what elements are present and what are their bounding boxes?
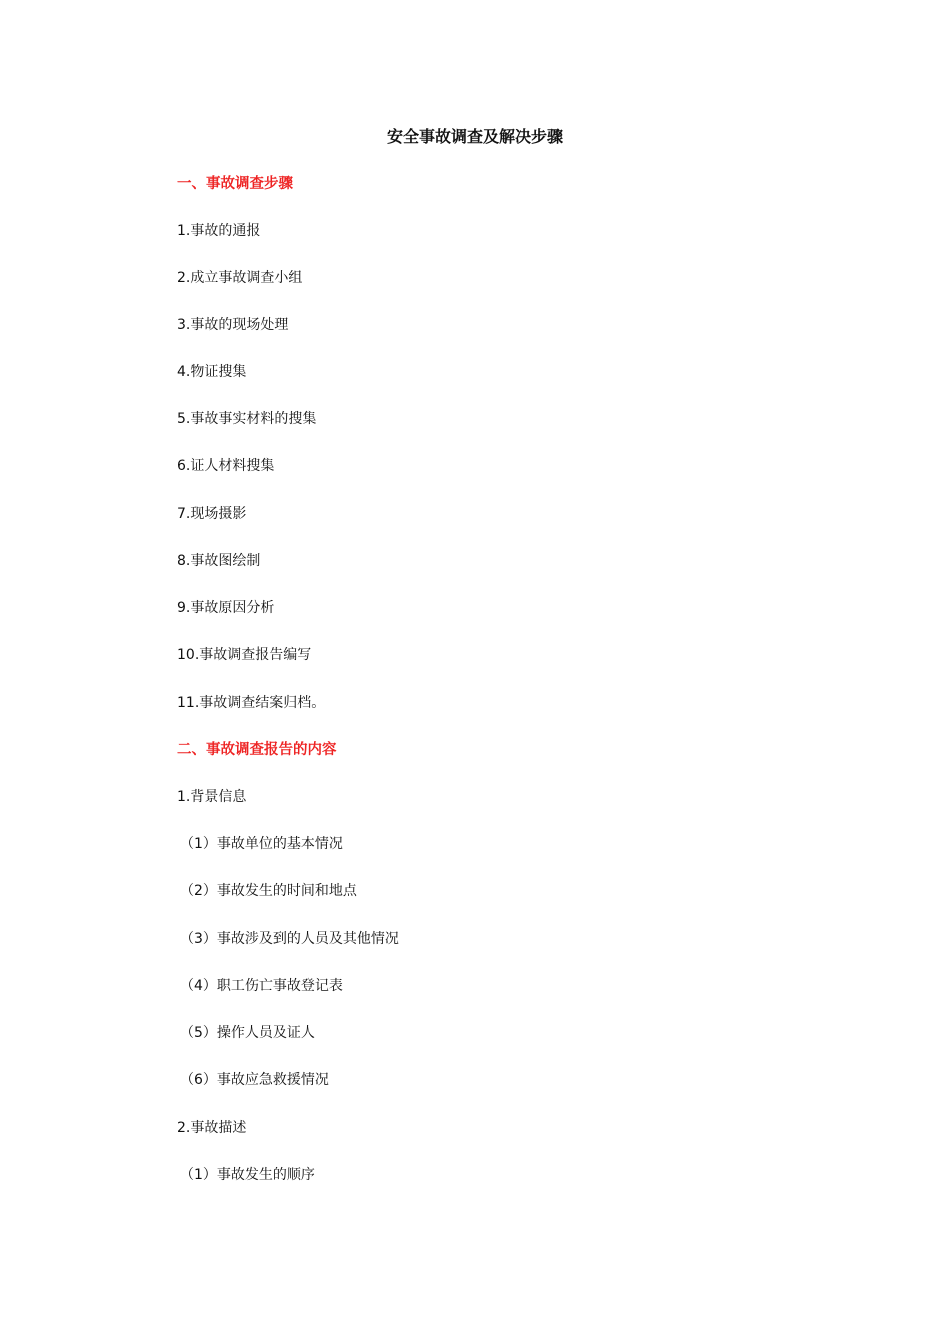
list-item: 2.事故描述 <box>177 1120 247 1136</box>
list-item: 10.事故调查报告编写 <box>177 647 312 663</box>
list-item: 11.事故调查结案归档。 <box>177 695 326 711</box>
list-item: （2）事故发生的时间和地点 <box>180 883 357 899</box>
list-item: 7.现场摄影 <box>177 506 247 522</box>
list-item: 4.物证搜集 <box>177 364 247 380</box>
list-item: （4）职工伤亡事故登记表 <box>180 978 343 994</box>
list-item: 1.事故的通报 <box>177 223 261 239</box>
list-item: 1.背景信息 <box>177 789 247 805</box>
section-heading-report-contents: 二、事故调查报告的内容 <box>177 742 337 758</box>
list-item: 8.事故图绘制 <box>177 553 261 569</box>
list-item: 9.事故原因分析 <box>177 600 275 616</box>
document-title: 安全事故调查及解决步骤 <box>386 127 563 146</box>
list-item: 3.事故的现场处理 <box>177 317 289 333</box>
list-item: （1）事故单位的基本情况 <box>180 836 343 852</box>
list-item: （1）事故发生的顺序 <box>180 1167 315 1183</box>
section-heading-investigation-steps: 一、事故调查步骤 <box>177 176 293 192</box>
list-item: （5）操作人员及证人 <box>180 1025 315 1041</box>
list-item: 5.事故事实材料的搜集 <box>177 411 317 427</box>
list-item: 6.证人材料搜集 <box>177 458 275 474</box>
list-item: 2.成立事故调查小组 <box>177 270 303 286</box>
list-item: （6）事故应急救援情况 <box>180 1072 329 1088</box>
list-item: （3）事故涉及到的人员及其他情况 <box>180 931 399 947</box>
